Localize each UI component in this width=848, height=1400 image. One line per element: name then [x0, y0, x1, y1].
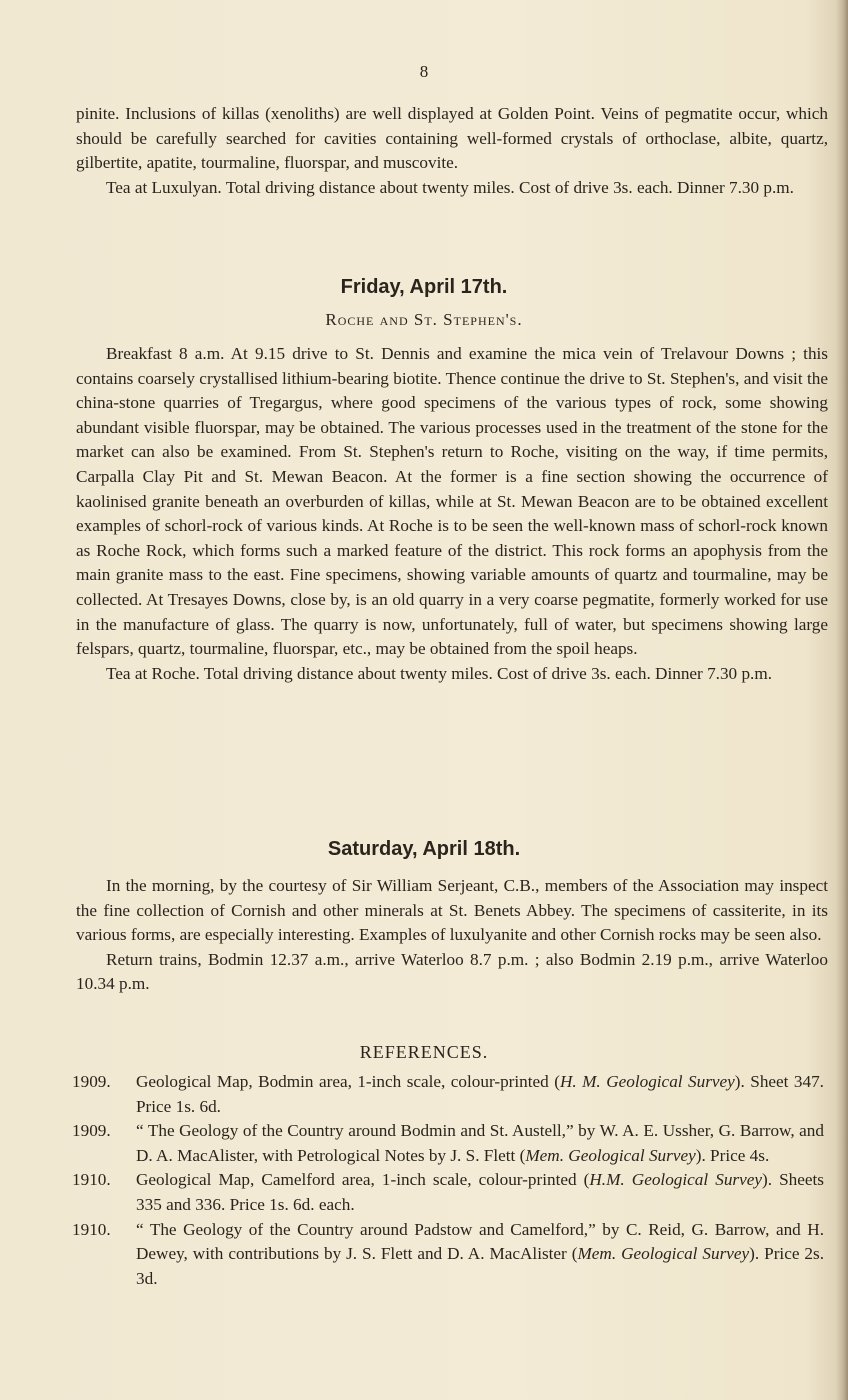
friday-paragraph: Breakfast 8 a.m. At 9.15 drive to St. Dennis and examine the mica vein of Trelavour Downs ; this contains coarsely crystallised lithium-bearing biotite. Thence continue the drive to St. Stephen's, and visit the china-stone quarries of Tregargus, where good specimens of the various types of rock, some showing abundant visible fluorspar, may be obtained. The various processes used in the treatment of the stone for the market can also be examined. From St. Stephen's return to Roche, visiting on the way, if time permits, Carpalla Clay Pit and St. Mewan Beacon. At the former is a fine section showing the occurrence of kaolinised granite beneath an overburden of killas, while at St. Mewan Beacon are to be obtained excellent examples of schorl-rock of various kinds. At Roche is to be seen the well-known mass of schorl-rock known as Roche Rock, which forms such a marked feature of the district. This rock forms an apophysis from the main granite mass to the east. Fine specimens, showing variable amounts of quartz and tourmaline, may be collected. At Tresayes Downs, close by, is an old quarry in a very coarse pegmatite, formerly worked for use in the manufacture of glass. The quarry is now, unfortunately, full of water, but specimens showing large felspars, quartz, tourmaline, fluorspar, etc., may be obtained from the spoil heaps.: [76, 344, 828, 659]
references-title: REFERENCES.: [359, 1042, 489, 1062]
reference-year: 1910.: [72, 1170, 111, 1190]
reference-item: 1909. Geological Map, Bodmin area, 1-inch scale, colour-printed (H. M. Geological Survey). Sheet 347. Price 1s. 6d.: [72, 1070, 824, 1119]
reference-item: 1909. “ The Geology of the Country around Bodmin and St. Austell,” by W. A. E. Ussher, G. Barrow, and D. A. MacAlister, with Petrological Notes by J. S. Flett (Mem. Geological Survey). Price 4s.: [72, 1119, 824, 1168]
friday-section: [76, 342, 828, 686]
friday-subheading: Roche and St. Stephen's.: [325, 310, 523, 329]
saturday-paragraph: In the morning, by the courtesy of Sir William Serjeant, C.B., members of the Association may inspect the fine collection of Cornish and other minerals at St. Benets Abbey. The specimens of cassiterite, in its various forms, are especially interesting. Examples of luxulyanite and other Cornish rocks may be seen also.: [76, 876, 828, 945]
reference-year: 1910.: [72, 1219, 111, 1239]
reference-year: 1909.: [72, 1072, 111, 1091]
intro-section: [76, 102, 828, 200]
saturday-section: [76, 874, 828, 997]
page-number: 8: [419, 62, 429, 81]
saturday-trains-paragraph: Return trains, Bodmin 12.37 a.m., arrive Waterloo 8.7 p.m. ; also Bodmin 2.19 p.m., arrive Waterloo 10.34 p.m.: [76, 949, 828, 994]
reference-year: 1909.: [72, 1121, 111, 1141]
saturday-heading: Saturday, April 18th.: [327, 838, 521, 860]
intro-tea-paragraph: Tea at Luxulyan. Total driving distance about twenty miles. Cost of drive 3s. each. Dinner 7.30 p.m.: [106, 177, 794, 197]
reference-item: 1910. “ The Geology of the Country around Padstow and Camelford,” by C. Reid, G. Barrow, and H. Dewey, with contributions by J. S. Flett and D. A. MacAlister (Mem. Geological Survey). Price 2s. 3d.: [72, 1218, 824, 1292]
intro-paragraph: pinite. Inclusions of killas (xenoliths) are well displayed at Golden Point. Veins of pegmatite occur, which should be carefully searched for cavities containing well-formed crystals of orthoclase, albite, quartz, gilbertite, apatite, tourmaline, fluorspar, and muscovite.: [76, 104, 828, 173]
page-edge-shadow: [836, 0, 848, 1400]
friday-heading: Friday, April 17th.: [340, 276, 508, 298]
friday-tea-paragraph: Tea at Roche. Total driving distance about twenty miles. Cost of drive 3s. each. Dinner 7.30 p.m.: [106, 663, 773, 683]
references-list: [72, 1070, 824, 1291]
reference-item: 1910. Geological Map, Camelford area, 1-inch scale, colour-printed (H.M. Geological Survey). Sheets 335 and 336. Price 1s. 6d. each.: [72, 1168, 824, 1217]
